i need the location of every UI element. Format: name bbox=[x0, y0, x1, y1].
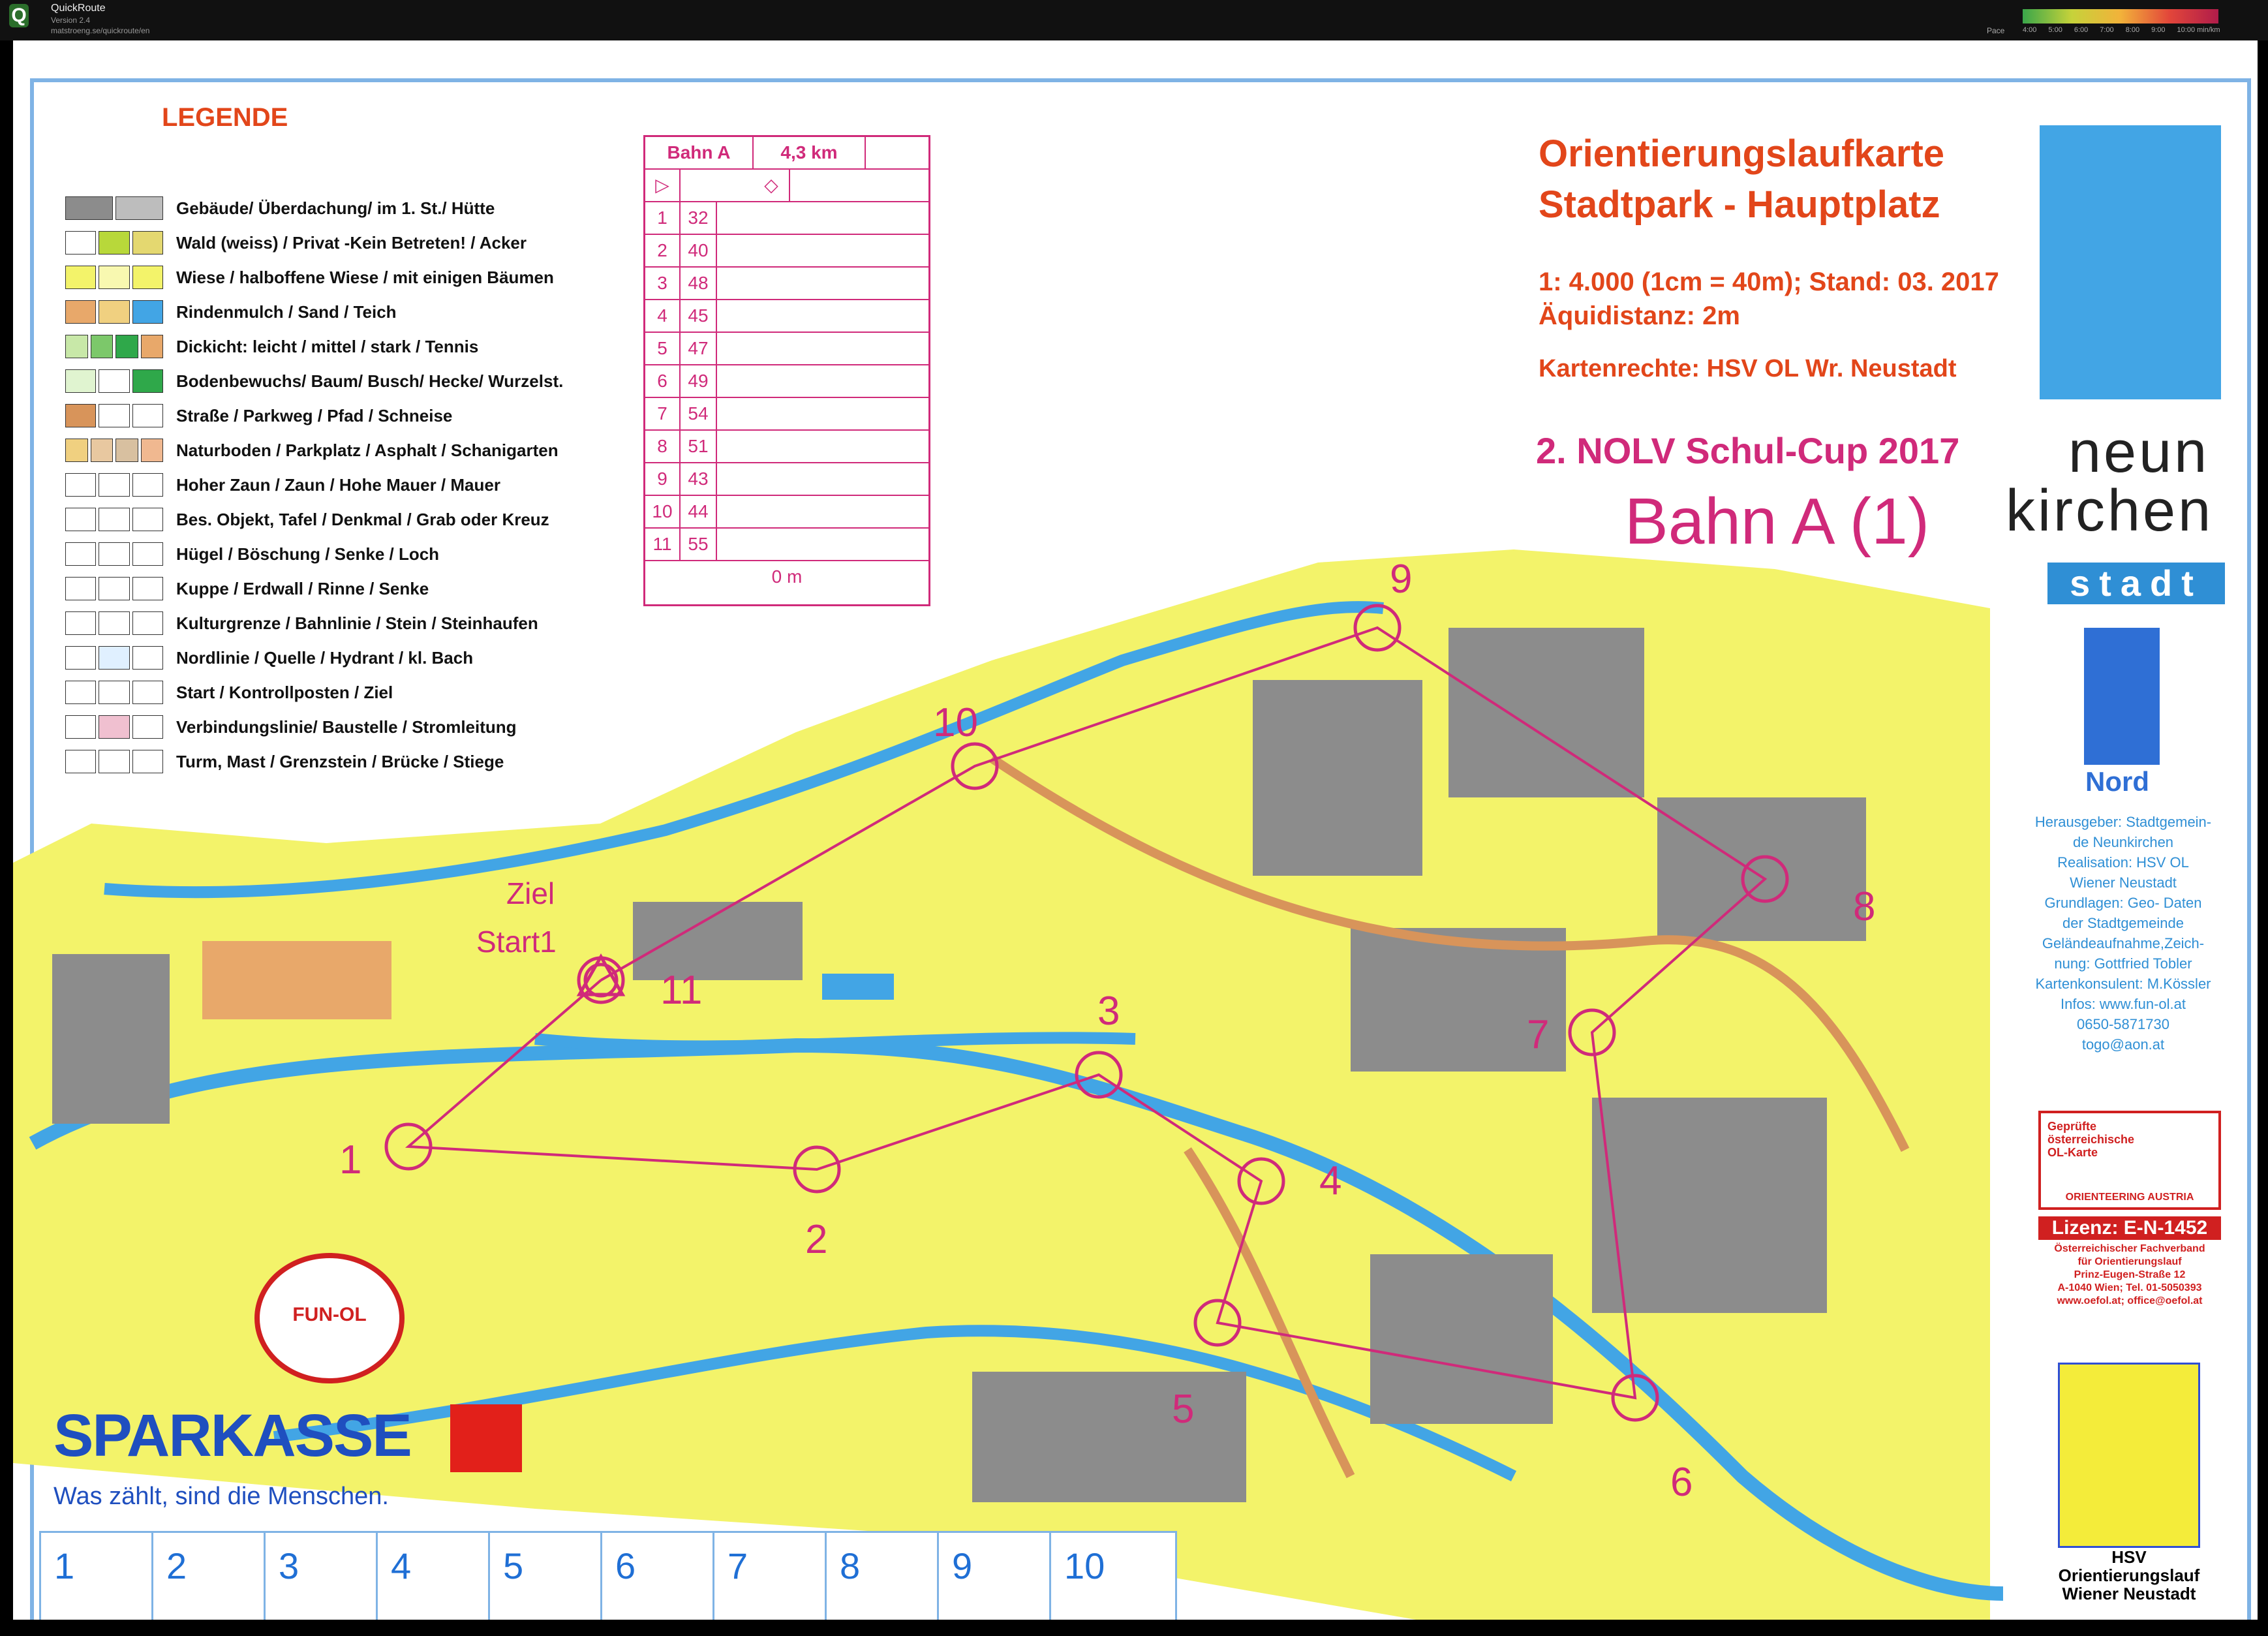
legend-text: Kuppe / Erdwall / Rinne / Senke bbox=[176, 578, 429, 598]
federation-line: für Orientierungslauf bbox=[2077, 1256, 2182, 1267]
split-box bbox=[153, 1533, 266, 1620]
legend-symbol bbox=[65, 300, 163, 324]
table-header-row bbox=[645, 137, 928, 170]
control-number: 11 bbox=[645, 529, 681, 560]
control-code: 51 bbox=[681, 431, 717, 462]
map-scale: 1: 4.000 (1cm = 40m); Stand: 03. 2017 bbox=[1539, 268, 1999, 296]
control-number: 4 bbox=[645, 300, 681, 332]
legend-text: Gebäude/ Überdachung/ im 1. St./ Hütte bbox=[176, 198, 495, 218]
control-code: 45 bbox=[681, 300, 717, 332]
split-number: 4 bbox=[391, 1545, 412, 1586]
control-number: 5 bbox=[645, 333, 681, 364]
control-label-5: 5 bbox=[1172, 1387, 1195, 1432]
credit-line: Infos: www.fun-ol.at bbox=[2061, 996, 2186, 1012]
federation-line: Österreichischer Fachverband bbox=[2054, 1243, 2205, 1254]
legend-text: Hügel / Böschung / Senke / Loch bbox=[176, 544, 440, 564]
legend-symbol bbox=[65, 508, 163, 531]
table-row bbox=[645, 463, 928, 496]
legend-text: Kulturgrenze / Bahnlinie / Stein / Steinhaufen bbox=[176, 613, 538, 633]
legend-symbol bbox=[65, 404, 163, 427]
legend-text: Rindenmulch / Sand / Teich bbox=[176, 301, 397, 322]
split-box bbox=[939, 1533, 1051, 1620]
credit-line: Herausgeber: Stadtgemein- bbox=[2034, 814, 2212, 830]
control-label-8: 8 bbox=[1853, 884, 1876, 929]
credit-line: der Stadtgemeinde bbox=[2062, 915, 2184, 931]
legend-row bbox=[65, 367, 563, 395]
legend-symbol bbox=[65, 577, 163, 600]
control-label-6: 6 bbox=[1670, 1460, 1693, 1505]
city-name-line2: kirchen bbox=[2006, 478, 2214, 544]
table-start-row bbox=[645, 170, 928, 202]
legend-symbol bbox=[65, 266, 163, 289]
fun-ol-logo bbox=[254, 1253, 405, 1383]
credit-line: de Neunkirchen bbox=[2072, 834, 2174, 850]
legend-symbol bbox=[65, 750, 163, 773]
split-number: 3 bbox=[279, 1545, 299, 1586]
table-row bbox=[645, 529, 928, 561]
control-label-2: 2 bbox=[805, 1217, 828, 1262]
control-label-1: 1 bbox=[339, 1137, 362, 1182]
hsv-club-logo bbox=[2058, 1363, 2200, 1548]
legend-row bbox=[65, 713, 517, 741]
table-row bbox=[645, 398, 928, 431]
split-number: 8 bbox=[840, 1545, 861, 1586]
control-code: 43 bbox=[681, 463, 717, 495]
legend-text: Wiese / halboffene Wiese / mit einigen Bäumen bbox=[176, 267, 554, 287]
legend-row bbox=[65, 229, 527, 256]
legend-row bbox=[65, 264, 554, 291]
north-arrow-icon bbox=[2084, 628, 2160, 765]
control-code: 47 bbox=[681, 333, 717, 364]
table-row bbox=[645, 268, 928, 300]
table-row bbox=[645, 333, 928, 365]
legend-text: Verbindungslinie/ Baustelle / Stromleitung bbox=[176, 717, 517, 737]
split-number: 5 bbox=[503, 1545, 524, 1586]
hsv-line: HSV bbox=[2111, 1547, 2147, 1567]
control-number: 10 bbox=[645, 496, 681, 527]
legend-text: Nordlinie / Quelle / Hydrant / kl. Bach bbox=[176, 647, 474, 668]
legend-symbol bbox=[65, 231, 163, 255]
pace-tick: 8:00 bbox=[2125, 26, 2140, 34]
legend-row bbox=[65, 506, 549, 533]
app-name: QuickRoute bbox=[51, 3, 106, 14]
map-subtitle: Stadtpark - Hauptplatz bbox=[1539, 183, 1940, 226]
split-box bbox=[378, 1533, 490, 1620]
credit-line: Grundlagen: Geo- Daten bbox=[2044, 895, 2202, 911]
control-code: 44 bbox=[681, 496, 717, 527]
control-code: 40 bbox=[681, 235, 717, 266]
legend-symbol bbox=[65, 715, 163, 739]
split-number: 7 bbox=[728, 1545, 748, 1586]
hsv-line: Wiener Neustadt bbox=[2062, 1584, 2196, 1603]
table-row bbox=[645, 365, 928, 398]
split-box bbox=[266, 1533, 378, 1620]
pace-tick: 9:00 bbox=[2151, 26, 2166, 34]
quickroute-icon: Q bbox=[9, 4, 29, 27]
pace-tick: 4:00 bbox=[2023, 26, 2037, 34]
pace-color-scale bbox=[2023, 9, 2218, 23]
control-number: 7 bbox=[645, 398, 681, 429]
legend-row bbox=[65, 402, 452, 429]
credit-line: 0650-5871730 bbox=[2077, 1016, 2169, 1032]
course-label: Bahn A bbox=[645, 137, 754, 168]
table-row bbox=[645, 235, 928, 268]
control-label-10: 10 bbox=[933, 700, 978, 745]
legend-text: Straße / Parkweg / Pfad / Schneise bbox=[176, 405, 453, 425]
legend-symbol bbox=[65, 369, 163, 393]
legend-row bbox=[65, 471, 500, 499]
legend-title: LEGENDE bbox=[162, 103, 288, 132]
split-box bbox=[714, 1533, 827, 1620]
austria-badge-text: Geprüfte österreichische OL-Karte bbox=[2047, 1120, 2135, 1159]
north-label: Nord bbox=[2085, 766, 2149, 797]
credit-line: Realisation: HSV OL bbox=[2057, 854, 2189, 871]
legend-row bbox=[65, 540, 439, 568]
credit-line: togo@aon.at bbox=[2081, 1036, 2165, 1053]
church-tower-icon bbox=[2040, 125, 2221, 399]
legend-row bbox=[65, 298, 397, 326]
sparkasse-slogan: Was zählt, sind die Menschen. bbox=[54, 1483, 389, 1510]
legend-text: Bodenbewuchs/ Baum/ Busch/ Hecke/ Wurzelst. bbox=[176, 371, 564, 391]
control-number: 9 bbox=[645, 463, 681, 495]
split-box bbox=[41, 1533, 153, 1620]
orienteering-map[interactable] bbox=[13, 40, 2258, 1620]
split-number: 1 bbox=[54, 1545, 75, 1586]
credit-line: nung: Gottfried Tobler bbox=[2054, 955, 2192, 972]
city-name-line3: stadt bbox=[2047, 563, 2225, 604]
split-box bbox=[827, 1533, 939, 1620]
control-number: 3 bbox=[645, 268, 681, 299]
feature-symbol-icon: ◇ bbox=[754, 170, 790, 201]
pace-tick: 7:00 bbox=[2100, 26, 2114, 34]
start-symbol-icon: ▷ bbox=[645, 170, 681, 201]
table-row bbox=[645, 496, 928, 529]
sparkasse-s-icon bbox=[450, 1404, 522, 1472]
split-box bbox=[602, 1533, 714, 1620]
federation-address bbox=[2038, 1242, 2221, 1308]
control-label-7: 7 bbox=[1527, 1012, 1550, 1057]
control-label-4: 4 bbox=[1319, 1158, 1342, 1203]
table-row bbox=[645, 300, 928, 333]
control-number: 6 bbox=[645, 365, 681, 397]
pace-ticks bbox=[2023, 26, 2245, 34]
fun-ol-text: FUN-OL bbox=[292, 1304, 367, 1325]
control-label-9: 9 bbox=[1390, 557, 1413, 602]
legend-row bbox=[65, 333, 478, 360]
legend-row bbox=[65, 748, 504, 775]
control-code: 54 bbox=[681, 398, 717, 429]
austria-badge-footer: ORIENTEERING AUSTRIA bbox=[2065, 1192, 2194, 1203]
map-title: Orientierungslaufkarte bbox=[1539, 132, 1945, 175]
credit-line: Geländeaufnahme,Zeich- bbox=[2042, 935, 2205, 951]
legend-symbol bbox=[65, 646, 163, 670]
legend-symbol bbox=[65, 681, 163, 704]
split-number: 6 bbox=[615, 1545, 636, 1586]
course-line bbox=[408, 628, 1765, 1398]
legend-text: Wald (weiss) / Privat -Kein Betreten! / Acker bbox=[176, 232, 527, 253]
title-bar bbox=[0, 0, 2268, 40]
control-label-11: 11 bbox=[660, 968, 703, 1013]
split-time-boxes bbox=[39, 1531, 1177, 1620]
austria-map-badge bbox=[2038, 1111, 2221, 1210]
legend-row bbox=[65, 194, 495, 222]
table-row bbox=[645, 431, 928, 463]
event-name: 2. NOLV Schul-Cup 2017 bbox=[1536, 430, 1960, 471]
legend-symbol bbox=[65, 611, 163, 635]
legend-symbol bbox=[65, 196, 163, 220]
pace-tick: 10:00 min/km bbox=[2177, 26, 2220, 34]
pace-label: Pace bbox=[1987, 26, 2005, 35]
contour-interval: Äquidistanz: 2m bbox=[1539, 301, 1740, 330]
finish-label: Ziel bbox=[506, 876, 555, 910]
legend-text: Hoher Zaun / Zaun / Hohe Mauer / Mauer bbox=[176, 474, 500, 495]
control-number: 8 bbox=[645, 431, 681, 462]
app-version: Version 2.4 bbox=[51, 16, 91, 25]
split-box bbox=[1051, 1533, 1163, 1620]
legend-text: Start / Kontrollposten / Ziel bbox=[176, 682, 393, 702]
app-url[interactable]: matstroeng.se/quickroute/en bbox=[51, 26, 150, 35]
federation-line: A-1040 Wien; Tel. 01-5050393 bbox=[2057, 1282, 2202, 1293]
control-code: 49 bbox=[681, 365, 717, 397]
legend-text: Dickicht: leicht / mittel / stark / Tennis bbox=[176, 336, 479, 356]
legend-row bbox=[65, 610, 538, 637]
control-description-table bbox=[643, 135, 930, 606]
control-code: 32 bbox=[681, 202, 717, 234]
legend-symbol bbox=[65, 542, 163, 566]
hsv-club-name bbox=[2058, 1548, 2200, 1603]
legend-text: Turm, Mast / Grenzstein / Brücke / Stiege bbox=[176, 751, 504, 771]
control-number: 2 bbox=[645, 235, 681, 266]
licence-number: Lizenz: E-N-1452 bbox=[2038, 1216, 2221, 1240]
sparkasse-logo-text: SPARKASSE bbox=[54, 1402, 411, 1469]
finish-distance: 0 m bbox=[771, 566, 803, 587]
course-length: 4,3 km bbox=[754, 137, 866, 168]
control-number: 1 bbox=[645, 202, 681, 234]
legend-row bbox=[65, 644, 473, 671]
hsv-line: Orientierungslauf bbox=[2058, 1566, 2200, 1585]
control-label-3: 3 bbox=[1097, 989, 1120, 1034]
control-code: 48 bbox=[681, 268, 717, 299]
federation-line: Prinz-Eugen-Straße 12 bbox=[2074, 1269, 2186, 1280]
legend-symbol bbox=[65, 439, 163, 462]
pace-tick: 5:00 bbox=[2048, 26, 2062, 34]
table-finish-row bbox=[645, 561, 928, 594]
split-number: 2 bbox=[166, 1545, 187, 1586]
legend-symbol bbox=[65, 335, 163, 358]
legend-text: Bes. Objekt, Tafel / Denkmal / Grab oder Kreuz bbox=[176, 509, 549, 529]
legend-row bbox=[65, 575, 429, 602]
legend-symbol bbox=[65, 473, 163, 497]
city-name-line1: neun bbox=[2068, 420, 2210, 485]
legend-row bbox=[65, 437, 559, 464]
table-row bbox=[645, 202, 928, 235]
legend-text: Naturboden / Parkplatz / Asphalt / Schanigarten bbox=[176, 440, 559, 460]
course-name: Bahn A (1) bbox=[1625, 485, 1929, 558]
legend-row bbox=[65, 679, 393, 706]
map-rights: Kartenrechte: HSV OL Wr. Neustadt bbox=[1539, 355, 1957, 382]
split-box bbox=[490, 1533, 602, 1620]
map-credits bbox=[2021, 812, 2225, 1055]
credit-line: Wiener Neustadt bbox=[2070, 874, 2177, 891]
control-code: 55 bbox=[681, 529, 717, 560]
pace-tick: 6:00 bbox=[2074, 26, 2089, 34]
start-label: Start1 bbox=[476, 925, 557, 959]
split-number: 10 bbox=[1064, 1545, 1105, 1586]
federation-line: www.oefol.at; office@oefol.at bbox=[2057, 1295, 2203, 1306]
credit-line: Kartenkonsulent: M.Kössler bbox=[2035, 976, 2211, 992]
split-number: 9 bbox=[952, 1545, 973, 1586]
